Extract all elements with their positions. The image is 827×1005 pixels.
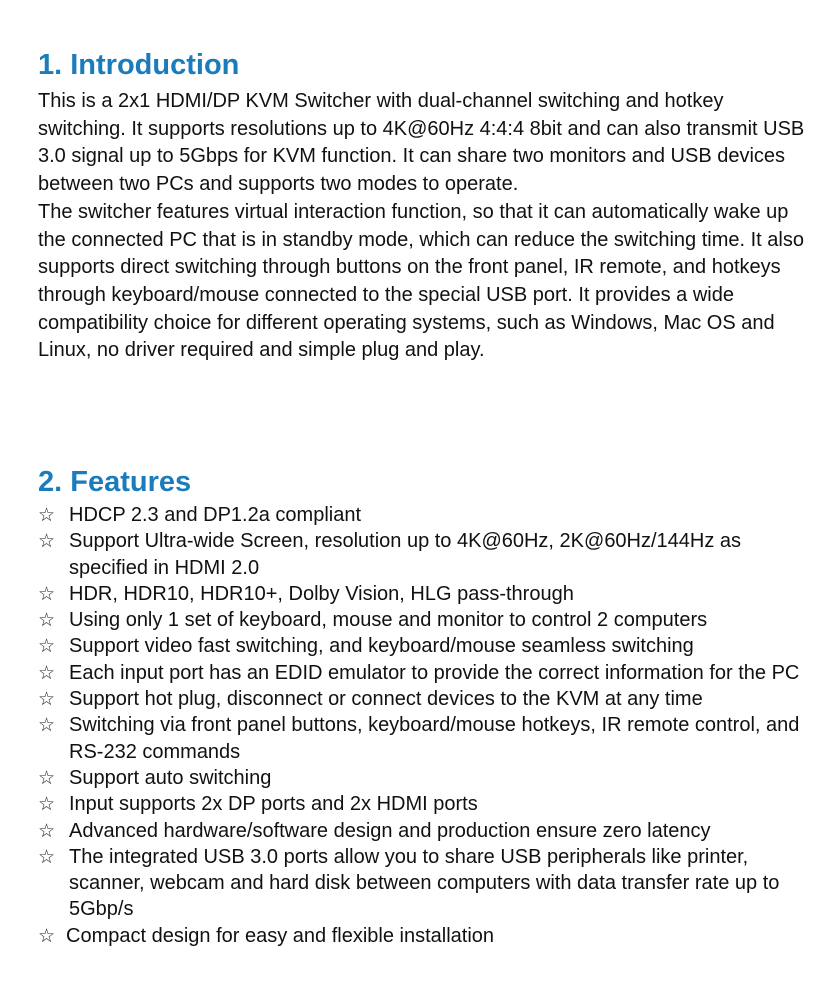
feature-item — [38, 528, 813, 581]
introduction-paragraph-2: The switcher features virtual interaction function, so that it can automatically wake up the connected PC that is in standby mode, which can reduce the switching time. It also supports direct switching through buttons on the front panel, IR remote, and hotkeys through keyboard/mouse connected to the special USB port. It provides a wide compatibility choice for different operating systems, such as Windows, Mac OS and Linux, no driver required and simple plug and play. — [38, 200, 804, 362]
feature-item — [38, 791, 813, 817]
star-icon: ☆ — [38, 845, 56, 868]
feature-item — [38, 818, 813, 844]
star-icon: ☆ — [38, 661, 56, 684]
feature-item — [38, 765, 813, 791]
feature-text: Advanced hardware/software design and production ensure zero latency — [69, 819, 711, 842]
star-icon: ☆ — [38, 530, 56, 553]
star-icon: ☆ — [38, 714, 56, 737]
star-icon: ☆ — [38, 688, 56, 711]
feature-item — [38, 712, 813, 765]
feature-text: Support Ultra-wide Screen, resolution up to 4K@60Hz, 2K@60Hz/144Hz as specified in HDMI 2.0 — [69, 530, 742, 579]
introduction-paragraph-1: This is a 2x1 HDMI/DP KVM Switcher with dual-channel switching and hotkey switching. It supports resolutions up to 4K@60Hz 4:4:4 8bit and can also transmit USB 3.0 signal up to 5Gbps for KVM function. It can share two monitors and USB devices between two PCs and supports two modes to operate. — [38, 90, 805, 196]
feature-text: Using only 1 set of keyboard, mouse and monitor to control 2 computers — [69, 609, 708, 632]
introduction-heading: 1. Introduction — [38, 49, 240, 81]
feature-item — [38, 686, 813, 712]
star-icon: ☆ — [38, 635, 56, 658]
star-icon: ☆ — [38, 793, 56, 816]
feature-item — [38, 660, 813, 686]
feature-text: Each input port has an EDID emulator to provide the correct information for the PC — [69, 661, 800, 684]
feature-item — [38, 844, 813, 923]
star-icon: ☆ — [38, 504, 56, 526]
feature-item — [38, 607, 813, 633]
star-icon: ☆ — [38, 582, 56, 605]
star-icon: ☆ — [38, 609, 56, 632]
feature-text: Support video fast switching, and keyboard/mouse seamless switching — [69, 635, 694, 658]
feature-text: HDCP 2.3 and DP1.2a compliant — [69, 504, 362, 526]
feature-item — [38, 633, 813, 659]
star-icon: ☆ — [38, 819, 56, 842]
feature-text: The integrated USB 3.0 ports allow you to share USB peripherals like printer, scanner, webcam and hard disk between computers with data transfer rate up to 5Gbp/s — [69, 845, 780, 921]
star-icon: ☆ — [38, 924, 56, 947]
feature-item — [38, 581, 813, 607]
features-list — [38, 502, 813, 949]
feature-text: Switching via front panel buttons, keyboard/mouse hotkeys, IR remote control, and RS-232 commands — [69, 714, 800, 763]
features-heading: 2. Features — [38, 466, 192, 498]
feature-item — [38, 923, 813, 949]
star-icon: ☆ — [38, 766, 56, 789]
feature-text: Support hot plug, disconnect or connect devices to the KVM at any time — [69, 688, 703, 711]
feature-text: Compact design for easy and flexible installation — [66, 924, 495, 947]
feature-item — [38, 502, 813, 528]
introduction-body — [38, 88, 813, 365]
feature-text: Support auto switching — [69, 766, 272, 789]
feature-text: HDR, HDR10, HDR10+, Dolby Vision, HLG pass-through — [69, 582, 574, 605]
feature-text: Input supports 2x DP ports and 2x HDMI ports — [69, 793, 478, 816]
